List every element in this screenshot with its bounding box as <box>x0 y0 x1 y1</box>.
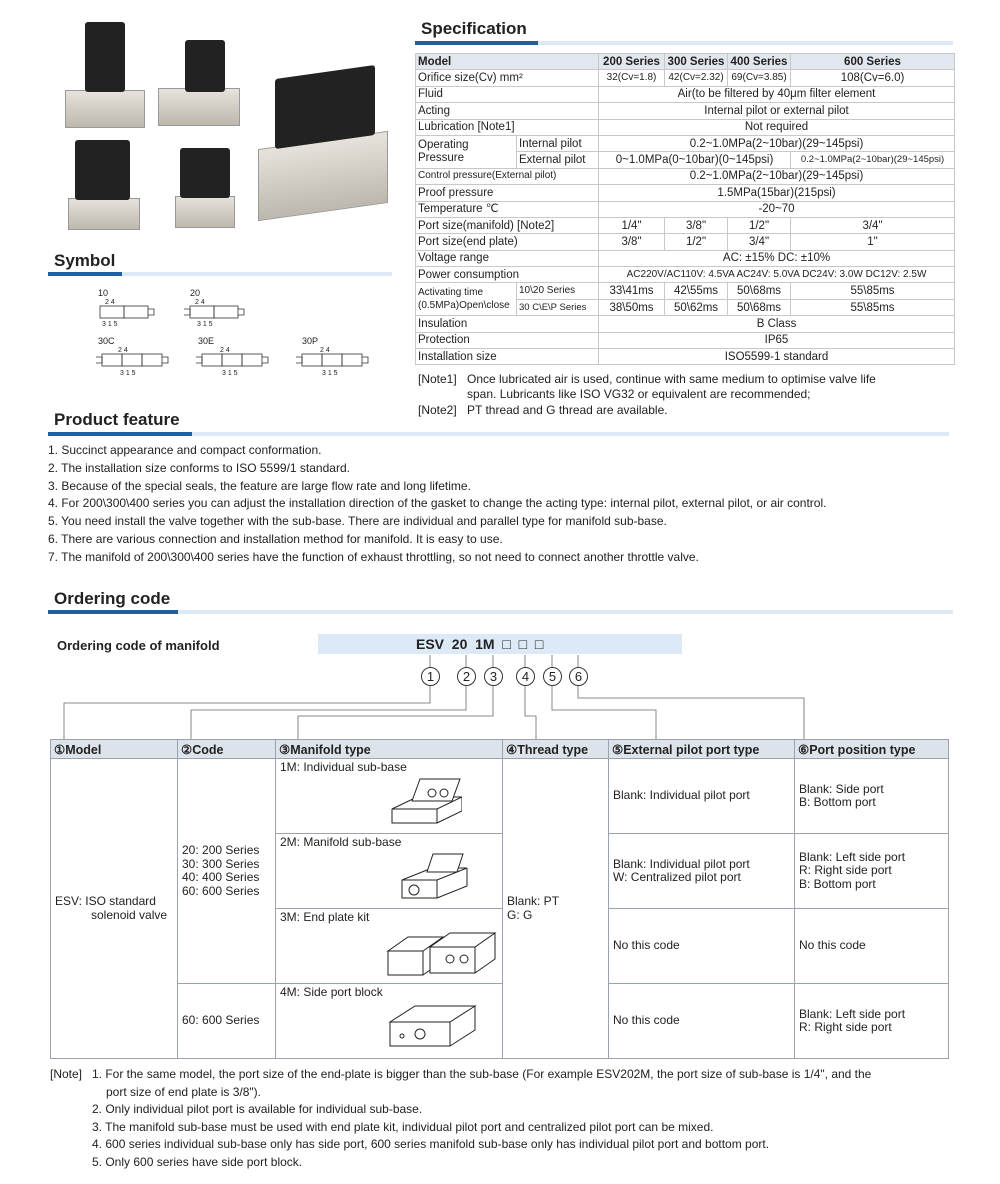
spec-label: External pilot <box>517 152 599 168</box>
spec-label: Fluid <box>416 86 599 102</box>
position-line: R: Right side port <box>799 863 892 878</box>
valve-photo-1-coil <box>85 22 125 92</box>
valve-photo-2-base <box>158 88 240 126</box>
position-line: B: Bottom port <box>799 795 876 809</box>
ordering-header-code: ②Code <box>178 740 276 759</box>
spec-cell: 0.2~1.0MPa(2~10bar)(29~145psi) <box>791 152 955 168</box>
ordering-thread-cell <box>503 759 609 1059</box>
code-line: 40: 400 Series <box>182 870 260 884</box>
spec-label: Orifice size(Cv) mm² <box>416 70 599 86</box>
spec-cell: 3/8" <box>665 217 728 233</box>
spec-label: Protection <box>416 332 599 348</box>
symbol-30c-label: 30C <box>98 336 115 346</box>
position-line: Blank: Left side port <box>799 849 906 864</box>
spec-label: 30 C\E\P Series <box>517 299 599 315</box>
spec-header-600: 600 Series <box>791 54 955 70</box>
position-2m <box>795 834 949 909</box>
spec-cell: 0.2~1.0MPa(2~10bar)(29~145psi) <box>599 135 955 151</box>
code-position-6: 6 <box>569 667 588 686</box>
code-position-4: 4 <box>516 667 535 686</box>
symbol-title-bar <box>48 272 392 276</box>
spec-cell: Internal pilot or external pilot <box>599 103 955 119</box>
position-4m <box>795 984 949 1059</box>
spec-cell: AC: ±15% DC: ±10% <box>599 250 955 266</box>
sub-base-1m-drawing <box>382 769 462 829</box>
spec-cell: 1/4" <box>599 217 665 233</box>
manifold-4m-label: 4M: Side port block <box>280 985 383 999</box>
spec-cell: 3/8" <box>599 234 665 250</box>
spec-label: Temperature ℃ <box>416 201 599 217</box>
spec-label: Port size(manifold) [Note2] <box>416 217 599 233</box>
valve-photo-4-coil <box>75 140 130 200</box>
spec-note1-a: Once lubricated air is used, continue with same medium to optimise valve life <box>467 372 876 386</box>
spec-label: Voltage range <box>416 250 599 266</box>
ordering-note: port size of end plate is 3/8"). <box>106 1084 262 1099</box>
feature-item: 1. Succinct appearance and compact conformation. <box>48 443 322 457</box>
symbol-diagrams <box>80 285 380 380</box>
ordering-code-cell-b: 60: 600 Series <box>178 984 276 1059</box>
ordering-header-model: ①Model <box>51 740 178 759</box>
symbol-30p-ports-bottom: 3 1 5 <box>322 370 338 377</box>
ordering-header-thread: ④Thread type <box>503 740 609 759</box>
ordering-notes <box>92 1066 871 1171</box>
spec-cell: IP65 <box>599 332 955 348</box>
pilot-3m: No this code <box>609 909 795 984</box>
spec-cell: 50\68ms <box>728 299 791 315</box>
position-line: R: Right side port <box>799 1020 892 1034</box>
spec-label: Activating time (0.5MPa)Open\close <box>416 283 517 316</box>
ordering-header-position: ⑥Port position type <box>795 740 949 759</box>
symbol-10-ports-bottom: 3 1 5 <box>102 321 118 328</box>
spec-label: Control pressure(External pilot) <box>416 168 599 184</box>
spec-note1-b: span. Lubricants like ISO VG32 or equivalent are recommended; <box>467 387 811 401</box>
symbol-30c-ports-top: 2 4 <box>118 347 128 354</box>
feature-item: 5. You need install the valve together with the sub-base. There are individual and parallel type for manifold sub-base. <box>48 514 667 529</box>
symbol-30e-ports-bottom: 3 1 5 <box>222 370 238 377</box>
manifold-4m-cell <box>276 984 503 1059</box>
ordering-note: 3. The manifold sub-base must be used with end plate kit, individual pilot port and centralized pilot port can be mixed. <box>92 1119 714 1134</box>
end-plate-kit-drawing <box>380 911 500 981</box>
spec-cell: 38\50ms <box>599 299 665 315</box>
feature-title-bar <box>48 432 949 436</box>
ordering-note: 1. For the same model, the port size of the end-plate is bigger than the sub-base (For example ESV202M, the port size of sub-base is 1/4", and the <box>92 1067 872 1081</box>
manifold-1m-cell <box>276 759 503 834</box>
spec-cell: 1/2" <box>665 234 728 250</box>
ordering-note: 5. Only 600 series have side port block. <box>92 1154 303 1169</box>
side-port-block-drawing <box>382 992 482 1054</box>
symbol-30e-label: 30E <box>198 336 215 346</box>
spec-label: Lubrication [Note1] <box>416 119 599 135</box>
spec-cell: 0.2~1.0MPa(2~10bar)(29~145psi) <box>599 168 955 184</box>
spec-header-200: 200 Series <box>599 54 665 70</box>
spec-title-bar <box>415 41 953 45</box>
spec-cell: 0~1.0MPa(0~10bar)(0~145psi) <box>599 152 791 168</box>
spec-cell: 1/2" <box>728 217 791 233</box>
spec-label: 10\20 Series <box>517 283 599 299</box>
manifold-1m-label: 1M: Individual sub-base <box>280 760 407 774</box>
feature-title: Product feature <box>54 410 180 429</box>
spec-cell: 42\55ms <box>665 283 728 299</box>
code-position-3: 3 <box>484 667 503 686</box>
code-line: 60: 600 Series <box>182 883 260 898</box>
pilot-2m <box>609 834 795 909</box>
symbol-30p-ports-top: 2 4 <box>320 347 330 354</box>
spec-label: Installation size <box>416 349 599 365</box>
spec-cell: B Class <box>599 316 955 332</box>
spec-label: Insulation <box>416 316 599 332</box>
thread-line: Blank: PT <box>507 894 560 908</box>
spec-cell: 69(Cv=3.85) <box>728 70 791 86</box>
symbol-20-ports-top: 2 4 <box>195 299 205 306</box>
ordering-model-cell <box>51 759 178 1059</box>
code-line: 30: 300 Series <box>182 856 260 871</box>
code-position-1: 1 <box>421 667 440 686</box>
spec-cell: 1" <box>791 234 955 250</box>
valve-photo-5-base <box>175 196 235 228</box>
valve-photo-1-base <box>65 90 145 128</box>
symbol-30e-ports-top: 2 4 <box>220 347 230 354</box>
pilot-line: Blank: Individual pilot port <box>613 856 750 871</box>
spec-label: Internal pilot <box>517 135 599 151</box>
feature-item: 3. Because of the special seals, the feature are large flow rate and long lifetime. <box>48 478 471 493</box>
feature-list <box>48 442 826 567</box>
symbol-10-ports-top: 2 4 <box>105 299 115 306</box>
ordering-connector-lines <box>0 655 1000 745</box>
valve-photo-3-coils <box>275 65 375 149</box>
ordering-header-manifold: ③Manifold type <box>276 740 503 759</box>
spec-cell: Air(to be filtered by 40μm filter element <box>599 86 955 102</box>
position-1m <box>795 759 949 834</box>
model-line: ESV: ISO standard <box>55 894 156 908</box>
position-3m: No this code <box>795 909 949 984</box>
ordering-title: Ordering code <box>54 589 171 608</box>
ordering-code-cell-a <box>178 759 276 984</box>
ordering-title-bar <box>48 610 953 614</box>
spec-label: Operating Pressure <box>416 135 517 168</box>
symbol-20-label: 20 <box>190 288 201 298</box>
spec-label: Acting <box>416 103 599 119</box>
position-line: Blank: Left side port <box>799 1006 906 1021</box>
model-line: solenoid valve <box>91 907 168 922</box>
feature-item: 2. The installation size conforms to ISO 5599/1 standard. <box>48 460 350 475</box>
feature-item: 7. The manifold of 200\300\400 series have the function of exhaust throttling, so not need to connect another throttle valve. <box>48 549 699 564</box>
spec-cell: 55\85ms <box>791 299 955 315</box>
spec-cell: 33\41ms <box>599 283 665 299</box>
ordering-code: ESV 20 1M □ □ □ <box>416 636 544 652</box>
spec-cell: 50\62ms <box>665 299 728 315</box>
thread-line: G: G <box>507 907 533 922</box>
ordering-note: 4. 600 series individual sub-base only has side port, 600 series manifold sub-base only has individual pilot port and bottom port. <box>92 1137 770 1151</box>
spec-cell: 3/4" <box>791 217 955 233</box>
code-position-2: 2 <box>457 667 476 686</box>
ordering-note-tag: [Note] <box>50 1067 83 1081</box>
symbol-title: Symbol <box>54 251 116 270</box>
spec-header-300: 300 Series <box>665 54 728 70</box>
pilot-1m: Blank: Individual pilot port <box>609 759 795 834</box>
spec-table <box>415 53 955 365</box>
spec-title: Specification <box>421 19 527 38</box>
ordering-note: 2. Only individual pilot port is available for individual sub-base. <box>92 1102 423 1116</box>
pilot-4m: No this code <box>609 984 795 1059</box>
ordering-header-pilot: ⑤External pilot port type <box>609 740 795 759</box>
spec-cell: 3/4" <box>728 234 791 250</box>
spec-header-400: 400 Series <box>728 54 791 70</box>
code-line: 20: 200 Series <box>182 843 260 857</box>
spec-label: Port size(end plate) <box>416 234 599 250</box>
manifold-2m-label: 2M: Manifold sub-base <box>280 835 402 849</box>
valve-photo-5-coil <box>180 148 230 198</box>
pilot-line: W: Centralized pilot port <box>613 870 741 884</box>
spec-cell: -20~70 <box>599 201 955 217</box>
code-position-5: 5 <box>543 667 562 686</box>
ordering-table <box>50 739 949 1059</box>
feature-item: 6. There are various connection and installation method for manifold. It is easy to use. <box>48 531 503 546</box>
spec-label: Power consumption <box>416 267 599 283</box>
spec-note1-tag: [Note1] <box>418 372 457 386</box>
sub-base-2m-drawing <box>392 846 472 906</box>
spec-note2-tag: [Note2] <box>418 403 457 417</box>
position-line: B: Bottom port <box>799 876 876 891</box>
spec-note2: PT thread and G thread are available. <box>467 403 668 417</box>
spec-cell: ISO5599-1 standard <box>599 349 955 365</box>
feature-item: 4. For 200\300\400 series you can adjust the installation direction of the gasket to change the acting type: internal pilot, external pilot, or air control. <box>48 496 827 511</box>
ordering-subtitle: Ordering code of manifold <box>57 638 220 653</box>
symbol-30c-ports-bottom: 3 1 5 <box>120 370 136 377</box>
manifold-2m-cell <box>276 834 503 909</box>
spec-cell: 55\85ms <box>791 283 955 299</box>
symbol-30p-label: 30P <box>302 336 319 346</box>
manifold-3m-label: 3M: End plate kit <box>280 910 370 924</box>
manifold-3m-cell <box>276 909 503 984</box>
position-line: Blank: Side port <box>799 781 884 796</box>
spec-cell: 1.5MPa(15bar)(215psi) <box>599 185 955 201</box>
valve-photo-2-coil <box>185 40 225 92</box>
spec-label: Proof pressure <box>416 185 599 201</box>
spec-cell: 108(Cv=6.0) <box>791 70 955 86</box>
symbol-10-label: 10 <box>98 288 109 298</box>
spec-header-model: Model <box>416 54 599 70</box>
symbol-20-ports-bottom: 3 1 5 <box>197 321 213 328</box>
spec-cell: 32(Cv=1.8) <box>599 70 665 86</box>
spec-cell: 42(Cv=2.32) <box>665 70 728 86</box>
spec-cell: Not required <box>599 119 955 135</box>
spec-cell: 50\68ms <box>728 283 791 299</box>
valve-photo-4-base <box>68 198 140 230</box>
spec-cell: AC220V/AC110V: 4.5VA AC24V: 5.0VA DC24V: 3.0W DC12V: 2.5W <box>599 267 955 283</box>
